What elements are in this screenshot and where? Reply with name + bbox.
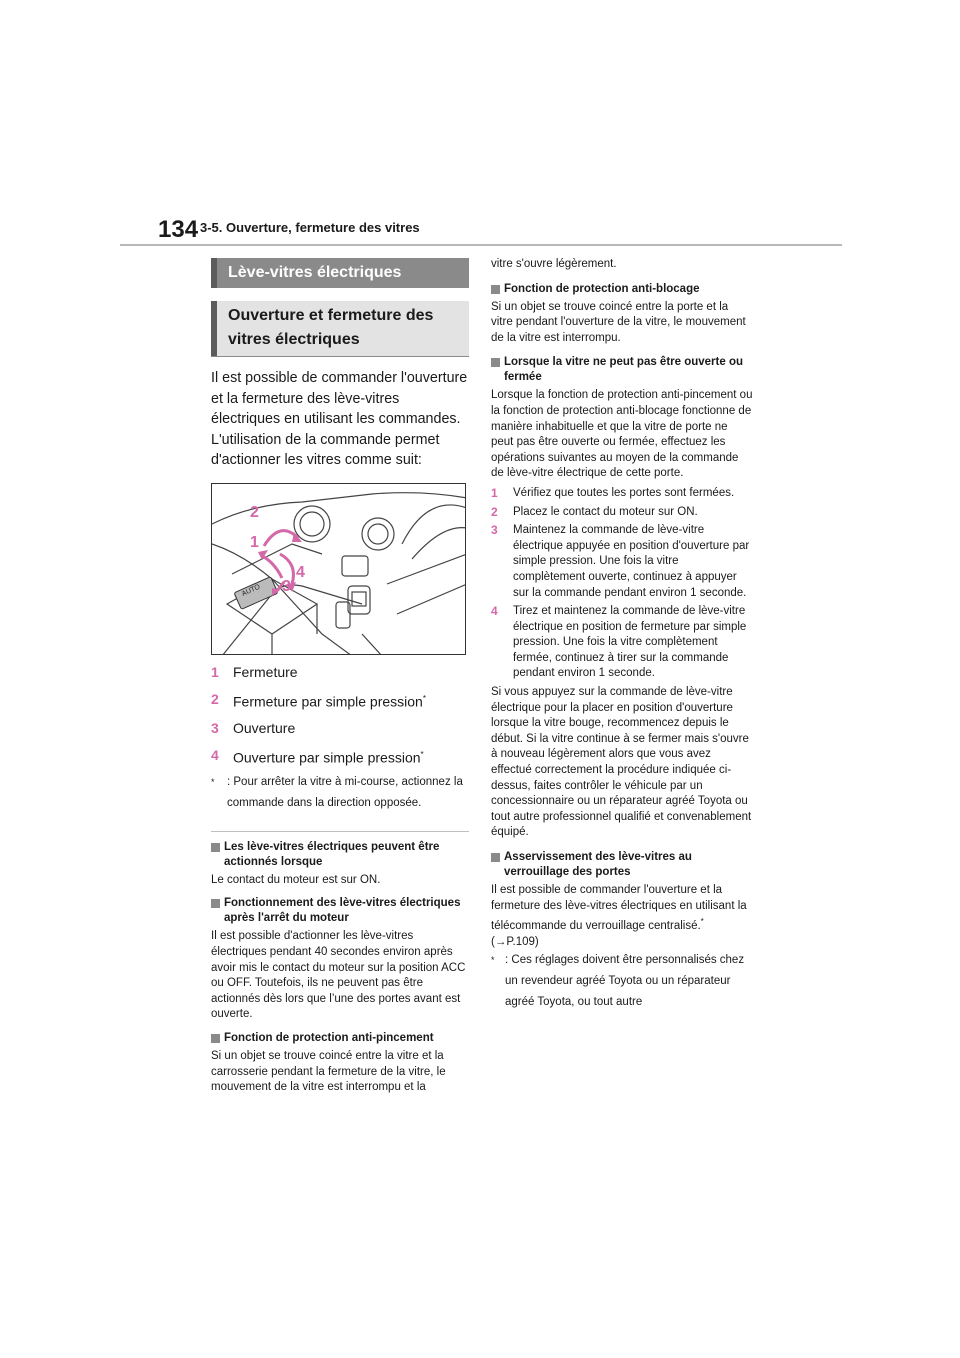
- square-bullet-icon: [211, 899, 220, 908]
- reset-steps: [491, 486, 753, 682]
- legend-item-3: 3 Ouverture: [211, 720, 296, 737]
- sub-section-title: Ouverture et fermeture des vitres électriques: [211, 301, 469, 356]
- figure-legend: [211, 663, 469, 767]
- step-item: 2 Placez le contact du moteur sur ON.: [491, 504, 698, 519]
- note-window-blocked: Lorsque la vitre ne peut pas être ouverte ou fermée Lorsque la fonction de protection anti-pincement ou la fonction de protection anti-blocage fonctionne de manière inhabituelle et que la vitre de porte ne peut pas être ouverte ou fermée, effectuez les opérations suivantes au moyen de la commande de lève-vitre électrique de cette porte.: [491, 356, 753, 480]
- step-item: 4 Tirez et maintenez la commande de lève-vitre électrique en position de fermeture par simple pression. Une fois la vitre complètement fermée, continuez à tirer sur la commande pendant environ 1 seconde.: [491, 604, 747, 680]
- figure-number-2: 2: [250, 503, 259, 521]
- after-steps-text: Si vous appuyez sur la commande de lève-vitre électrique pour la placer en position d'ouverture lorsque la vitre bouge, recommencez depuis le début. Si la vitre continue à se fermer mais s'ouvre à nouveau légèrement alors que vous avez effectué correctement la procédure indiquée ci-dessus, faites contrôler le véhicule par un concessionnaire ou un réparateur agréé Toyota ou tout autre professionnel qualifié et convenablement équipé.: [491, 686, 752, 839]
- notes-separator: [211, 831, 469, 832]
- legend-item-4: 4 Ouverture par simple pression*: [211, 747, 424, 766]
- square-bullet-icon: [491, 358, 500, 367]
- square-bullet-icon: [491, 285, 500, 294]
- right-column: [491, 257, 753, 1013]
- square-bullet-icon: [491, 853, 500, 862]
- figure-number-1: 1: [250, 533, 259, 551]
- sub-section-rule: [211, 356, 469, 357]
- note-after-engine-off: Fonctionnement des lève-vitres électriques après l'arrêt du moteur Il est possible d'actionner les lève-vitres électriques pendant 40 secondes environ après avoir mis le contact du moteur sur la position ACC ou OFF. Toutefois, ils ne peuvent pas être actionnés dès lors que l’une des portes avant est ouverte.: [211, 897, 466, 1021]
- note-door-lock-link: Asservissement des lève-vitres au verrouillage des portes Il est possible de commander l'ouverture et la fermeture des lève-vitres électriques en utilisant la télécommande du verrouillage centralisé.* (→P.109): [491, 851, 747, 948]
- figure-number-3: 3: [282, 577, 291, 595]
- window-switch-illustration: [211, 483, 466, 655]
- left-footnote: * : Pour arrêter la vitre à mi-course, actionnez la commande dans la direction opposée.: [211, 775, 463, 809]
- square-bullet-icon: [211, 843, 220, 852]
- step-item: 1 Vérifiez que toutes les portes sont fermées.: [491, 485, 735, 500]
- auto-label: AUTO: [240, 583, 262, 598]
- note-anti-pinch: Fonction de protection anti-pincement Si un objet se trouve coincé entre la vitre et la carrosserie pendant la fermeture de la vitre, le mouvement de la vitre est interrompu et la: [211, 1031, 446, 1094]
- figure-number-4: 4: [296, 563, 305, 581]
- right-footnote: * : Ces réglages doivent être personnalisés chez un revendeur agréé Toyota ou un réparateur agréé Toyota, ou tout autre: [491, 954, 745, 1009]
- section-title: 3-5. Ouverture, fermeture des vitres: [200, 220, 420, 235]
- step-item: 3 Maintenez la commande de lève-vitre électrique appuyée en position d'ouverture par simple pression. Une fois la vitre complètement ouverte, continuez à appuyer sur la commande pendant environ 1 seconde.: [491, 523, 750, 599]
- continuation-text: vitre s'ouvre légèrement.: [491, 258, 617, 270]
- legend-item-2: 2 Fermeture par simple pression*: [211, 690, 426, 710]
- page-number: 134: [158, 216, 199, 243]
- intro-paragraph: Il est possible de commander l'ouverture et la fermeture des lève-vitres électriques en utilisant les commandes. L'utilisation de la commande permet d'actionner les vitres comme suit:: [211, 370, 468, 468]
- square-bullet-icon: [211, 1034, 220, 1043]
- note-anti-blocage: Fonction de protection anti-blocage Si un objet se trouve coincé entre la porte et la vitre pendant l'ouverture de la vitre, le mouvement de la vitre est interrompu.: [491, 282, 746, 344]
- left-column: [211, 258, 469, 1096]
- note-conditions: Les lève-vitres électriques peuvent être actionnés lorsque Le contact du moteur est sur ON.: [211, 840, 440, 886]
- legend-item-1: 1 Fermeture: [211, 663, 298, 680]
- header-rule: [120, 244, 842, 246]
- main-section-title: Lève-vitres électriques: [211, 258, 469, 288]
- page-reference-link[interactable]: (→P.109): [491, 935, 539, 948]
